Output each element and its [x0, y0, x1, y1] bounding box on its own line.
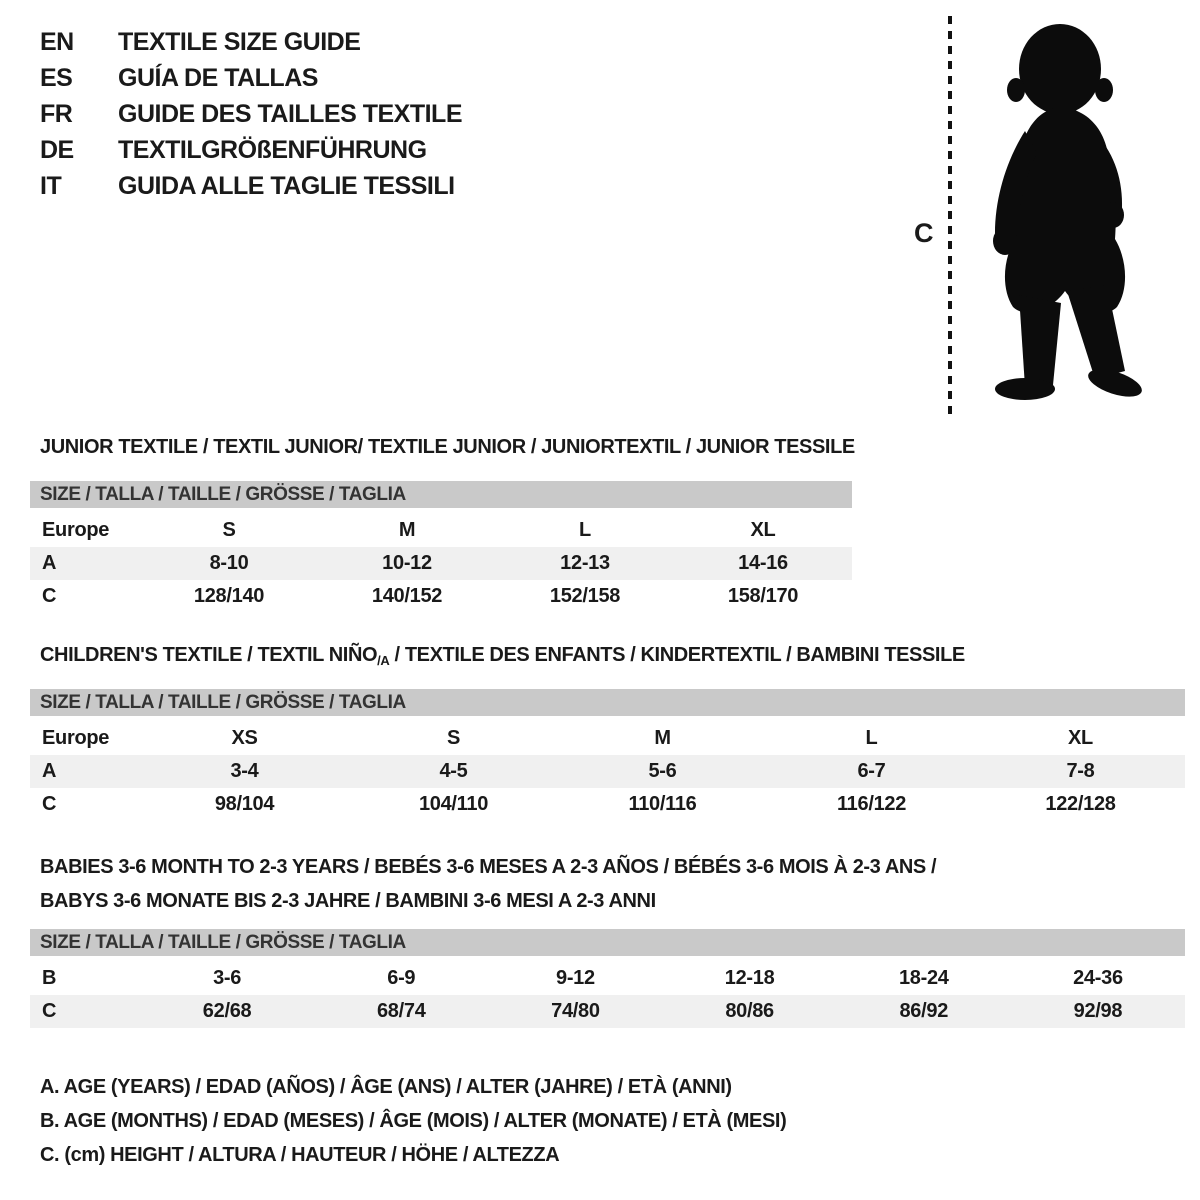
row-label: C — [42, 793, 57, 815]
age-cell: 3-4 — [230, 760, 259, 782]
babies-section-heading — [40, 850, 936, 918]
language-label: GUIDA ALLE TAGLIE TESSILI — [118, 171, 455, 200]
row-label: A — [42, 760, 57, 782]
babies-size-table — [30, 929, 1185, 1028]
language-code: EN — [40, 27, 74, 56]
language-guide-list — [40, 24, 462, 204]
language-code: FR — [40, 99, 73, 128]
table-row-europe — [30, 514, 852, 547]
children-heading-sub: /A — [377, 653, 390, 668]
table-row-height — [30, 580, 852, 613]
age-cell: 24-36 — [1073, 967, 1123, 989]
height-cell: 110/116 — [628, 793, 697, 815]
size-cell: XL — [750, 519, 776, 541]
age-cell: 6-7 — [857, 760, 886, 782]
height-cell: 158/170 — [727, 585, 799, 607]
size-cell: M — [654, 727, 671, 749]
age-cell: 3-6 — [213, 967, 242, 989]
children-section-heading — [40, 644, 965, 668]
language-label: TEXTILGRÖßENFÜHRUNG — [118, 135, 427, 164]
height-cell: 74/80 — [551, 1000, 600, 1022]
size-cell: S — [222, 519, 236, 541]
height-cell: 62/68 — [202, 1000, 252, 1022]
age-cell: 12-18 — [724, 967, 775, 989]
junior-size-bar: SIZE / TALLA / TAILLE / GRÖSSE / TAGLIA — [30, 481, 852, 508]
language-code: DE — [40, 135, 74, 164]
age-cell: 14-16 — [738, 552, 788, 574]
age-cell: 9-12 — [556, 967, 595, 989]
height-marker-label: C — [914, 218, 934, 248]
height-dotted-line — [948, 16, 952, 416]
height-cell: 128/140 — [193, 585, 265, 607]
table-row-height — [30, 788, 1185, 821]
legend — [40, 1070, 786, 1172]
legend-line-a: A. AGE (YEARS) / EDAD (AÑOS) / ÂGE (ANS) / ALTER (JAHRE) / ETÀ (ANNI) — [40, 1076, 732, 1098]
size-cell: L — [865, 727, 878, 749]
language-code: ES — [40, 63, 73, 92]
height-cell: 152/158 — [549, 585, 621, 607]
language-row-de — [40, 132, 462, 168]
language-row-en — [40, 24, 462, 60]
babies-heading-line2: BABYS 3-6 MONATE BIS 2-3 JAHRE / BAMBINI 3-6 MESI A 2-3 ANNI — [40, 890, 656, 912]
children-size-table — [30, 689, 1185, 821]
junior-size-table — [30, 481, 852, 613]
children-size-bar: SIZE / TALLA / TAILLE / GRÖSSE / TAGLIA — [30, 689, 1185, 716]
size-cell: S — [446, 727, 461, 749]
age-cell: 8-10 — [209, 552, 249, 574]
language-row-it — [40, 168, 462, 204]
size-cell: M — [398, 519, 416, 541]
age-cell: 7-8 — [1066, 760, 1095, 782]
children-heading-suffix: / TEXTILE DES ENFANTS / KINDERTEXTIL / BAMBINI TESSILE — [389, 644, 965, 666]
height-cell: 122/128 — [1045, 793, 1116, 815]
language-label: GUÍA DE TALLAS — [118, 63, 318, 92]
language-label: TEXTILE SIZE GUIDE — [118, 27, 361, 56]
row-label: C — [42, 1000, 57, 1022]
children-heading-prefix: CHILDREN'S TEXTILE / TEXTIL NIÑO — [40, 644, 378, 666]
size-cell: XL — [1068, 727, 1093, 749]
height-cell: 86/92 — [899, 1000, 949, 1022]
height-cell: 116/122 — [836, 793, 907, 815]
height-cell: 80/86 — [725, 1000, 774, 1022]
row-label: C — [42, 585, 57, 607]
size-cell: L — [579, 519, 591, 541]
height-cell: 104/110 — [418, 793, 489, 815]
babies-size-bar: SIZE / TALLA / TAILLE / GRÖSSE / TAGLIA — [30, 929, 1185, 956]
legend-line-c: C. (cm) HEIGHT / ALTURA / HAUTEUR / HÖHE / ALTEZZA — [40, 1144, 560, 1166]
toddler-silhouette-icon — [965, 15, 1170, 425]
table-row-europe — [30, 722, 1185, 755]
language-code: IT — [40, 171, 62, 200]
legend-line-b: B. AGE (MONTHS) / EDAD (MESES) / ÂGE (MOIS) / ALTER (MONATE) / ETÀ (MESI) — [40, 1110, 787, 1132]
table-row-height — [30, 995, 1185, 1028]
language-row-es — [40, 60, 462, 96]
table-row-age-months — [30, 962, 1185, 995]
height-cell: 140/152 — [371, 585, 443, 607]
language-row-fr — [40, 96, 462, 132]
row-label: Europe — [42, 519, 110, 541]
size-cell: XS — [231, 727, 258, 749]
age-cell: 4-5 — [439, 760, 468, 782]
age-cell: 5-6 — [648, 760, 677, 782]
height-cell: 92/98 — [1073, 1000, 1123, 1022]
row-label: B — [42, 967, 57, 989]
row-label: Europe — [42, 727, 110, 749]
table-row-age — [30, 547, 852, 580]
junior-section-heading: JUNIOR TEXTILE / TEXTIL JUNIOR/ TEXTILE JUNIOR / JUNIORTEXTIL / JUNIOR TESSILE — [40, 436, 855, 458]
table-row-age — [30, 755, 1185, 788]
height-cell: 68/74 — [376, 1000, 426, 1022]
babies-heading-line1: BABIES 3-6 MONTH TO 2-3 YEARS / BEBÉS 3-6 MESES A 2-3 AÑOS / BÉBÉS 3-6 MOIS À 2-3 ANS / — [40, 856, 937, 878]
age-cell: 6-9 — [387, 967, 416, 989]
row-label: A — [42, 552, 57, 574]
age-cell: 18-24 — [898, 967, 949, 989]
age-cell: 12-13 — [560, 552, 610, 574]
height-cell: 98/104 — [214, 793, 275, 815]
age-cell: 10-12 — [382, 552, 432, 574]
language-label: GUIDE DES TAILLES TEXTILE — [118, 99, 463, 128]
